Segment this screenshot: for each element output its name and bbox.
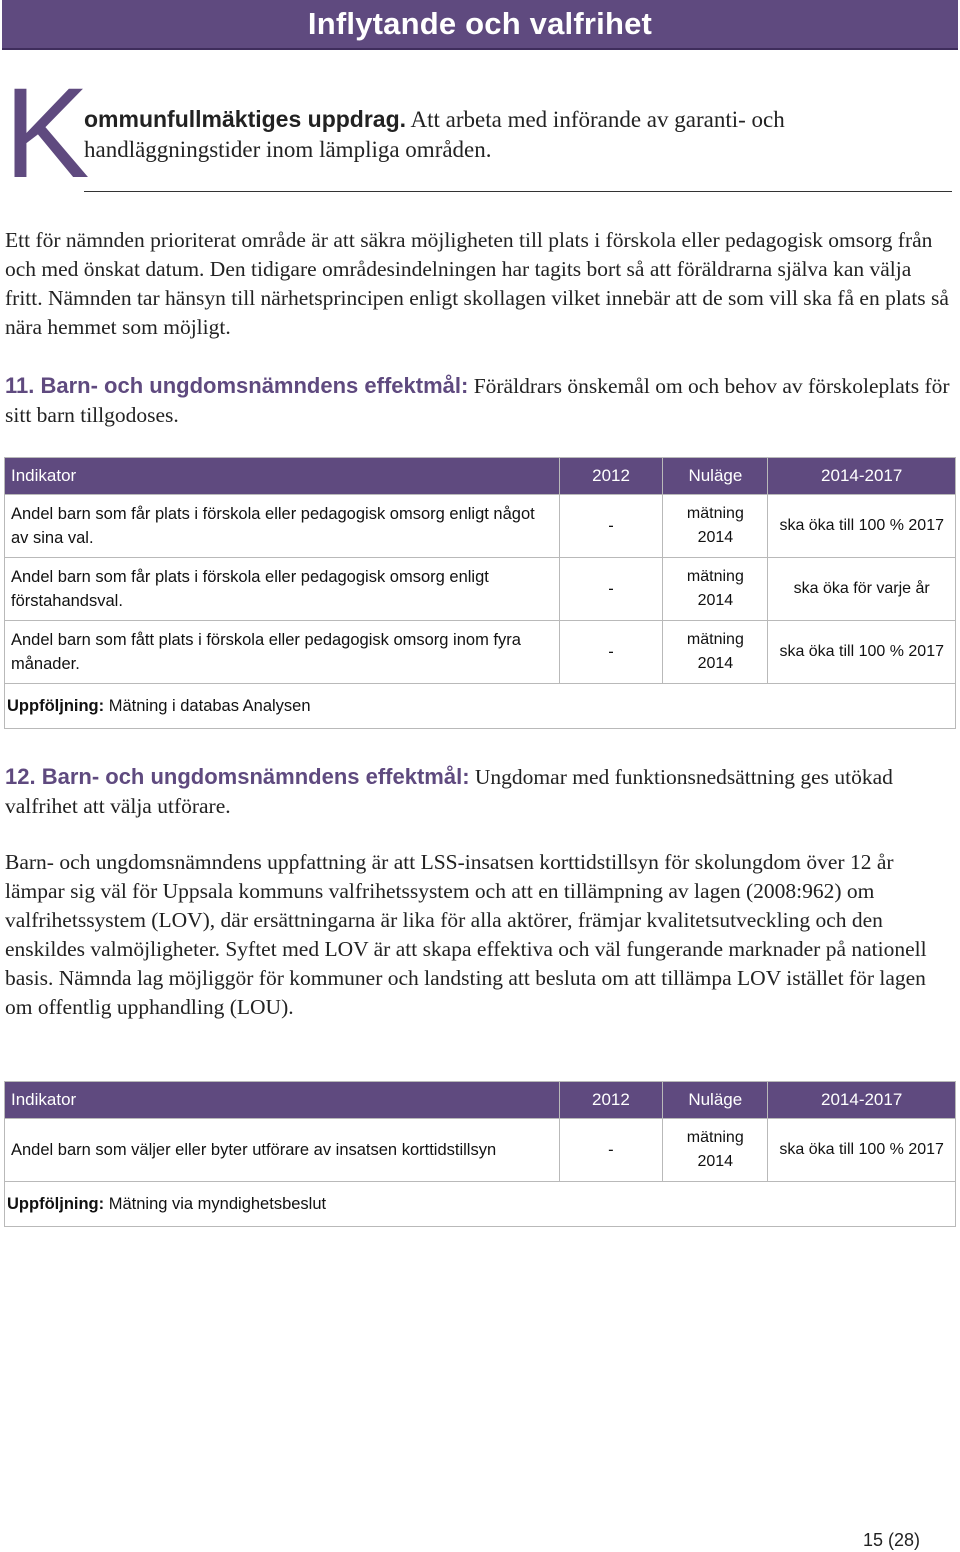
- nulage-cell: mätning 2014: [663, 558, 768, 621]
- header-2012: 2012: [559, 458, 663, 495]
- header-nulage: Nuläge: [663, 458, 768, 495]
- goal-11-text: Föräldrars önskemål om och behov av förskoleplats för sitt barn tillgodoses.: [5, 374, 950, 427]
- indicator-table-1: [4, 457, 956, 729]
- goal-11-heading: 11. Barn- och ungdomsnämndens effektmål:: [5, 373, 469, 398]
- intro-paragraph: Ett för nämnden prioriterat område är att säkra möjligheten till plats i förskola eller pedagogisk omsorg från och med önskat datum. Den tidigare områdesindelningen har tagits bort så att föräldrarna själva kan välja fritt. Nämnden tar hänsyn till närhetsprincipen enligt skollagen vilket innebär att de som vill ska få en plats så nära hemmet som möjligt.: [5, 228, 949, 339]
- goal-12-heading: 12. Barn- och ungdomsnämndens effektmål:: [5, 764, 470, 789]
- header-indicator: Indikator: [5, 1082, 560, 1119]
- table-row: [5, 621, 956, 684]
- followup-label: Uppföljning:: [7, 1195, 105, 1213]
- header-2014-2017: 2014-2017: [768, 458, 956, 495]
- value-2012-cell: -: [559, 621, 663, 684]
- value-2012-cell: -: [559, 1119, 663, 1182]
- mandate-text: Att arbeta med införande av garanti- och handläggningstider inom lämpliga områden.: [84, 107, 785, 162]
- drop-cap-initial: K: [4, 62, 90, 205]
- table-row: [5, 1119, 956, 1182]
- table-header-row: [5, 1082, 956, 1119]
- nulage-cell: mätning 2014: [663, 495, 768, 558]
- followup-text: Mätning i databas Analysen: [104, 697, 311, 715]
- section-title: Inflytande och valfrihet: [307, 6, 653, 41]
- header-2014-2017: 2014-2017: [768, 1082, 956, 1119]
- indicator-cell: Andel barn som får plats i förskola eller pedagogisk omsorg enligt förstahandsval.: [5, 558, 560, 621]
- target-cell: ska öka till 100 % 2017: [768, 621, 956, 684]
- table-row: [5, 558, 956, 621]
- followup-cell: [5, 684, 956, 729]
- table-header-row: [5, 458, 956, 495]
- header-nulage: Nuläge: [663, 1082, 768, 1119]
- page-number: 15 (28): [862, 1530, 920, 1550]
- followup-row: [5, 1182, 956, 1227]
- mandate-lead: ommunfullmäktiges uppdrag.: [84, 106, 407, 132]
- nulage-cell: mätning 2014: [663, 621, 768, 684]
- divider-line: [84, 191, 952, 192]
- value-2012-cell: -: [559, 558, 663, 621]
- followup-row: [5, 684, 956, 729]
- target-cell: ska öka för varje år: [768, 558, 956, 621]
- indicator-cell: Andel barn som får plats i förskola eller pedagogisk omsorg enligt något av sina val.: [5, 495, 560, 558]
- goal-11: [5, 371, 950, 430]
- value-2012-cell: -: [559, 495, 663, 558]
- goal-12-text: Ungdomar med funktionsnedsättning ges utökad valfrihet att välja utförare.: [5, 765, 893, 818]
- mandate-statement: [84, 104, 944, 165]
- followup-label: Uppföljning:: [7, 697, 105, 715]
- section-banner: [2, 0, 958, 50]
- header-2012: 2012: [559, 1082, 663, 1119]
- followup-cell: [5, 1182, 956, 1227]
- target-cell: ska öka till 100 % 2017: [768, 495, 956, 558]
- goal-12: [5, 762, 950, 821]
- header-indicator: Indikator: [5, 458, 560, 495]
- table-row: [5, 495, 956, 558]
- indicator-cell: Andel barn som väljer eller byter utförare av insatsen korttidstillsyn: [5, 1119, 560, 1182]
- target-cell: ska öka till 100 % 2017: [768, 1119, 956, 1182]
- followup-text: Mätning via myndighetsbeslut: [104, 1195, 327, 1213]
- indicator-cell: Andel barn som fått plats i förskola eller pedagogisk omsorg inom fyra månader.: [5, 621, 560, 684]
- indicator-table-2: [4, 1081, 956, 1227]
- lov-paragraph: Barn- och ungdomsnämndens uppfattning är att LSS-insatsen korttidstillsyn för skolungdom över 12 år lämpar sig väl för Uppsala kommuns valfrihetssystem och att en tillämpning av lagen (2008:962) om valfrihetssystem (LOV), där ersättningarna är lika för alla aktörer, främjar kvalitetsutveckling och den enskildes valmöjligheter. Syftet med LOV är att skapa effektiva och väl fungerande marknader på nationell basis. Nämnda lag möjliggör för kommuner och landsting att besluta om att tillämpa LOV istället för lagen om offentlig upphandling (LOU).: [5, 850, 927, 1019]
- nulage-cell: mätning 2014: [663, 1119, 768, 1182]
